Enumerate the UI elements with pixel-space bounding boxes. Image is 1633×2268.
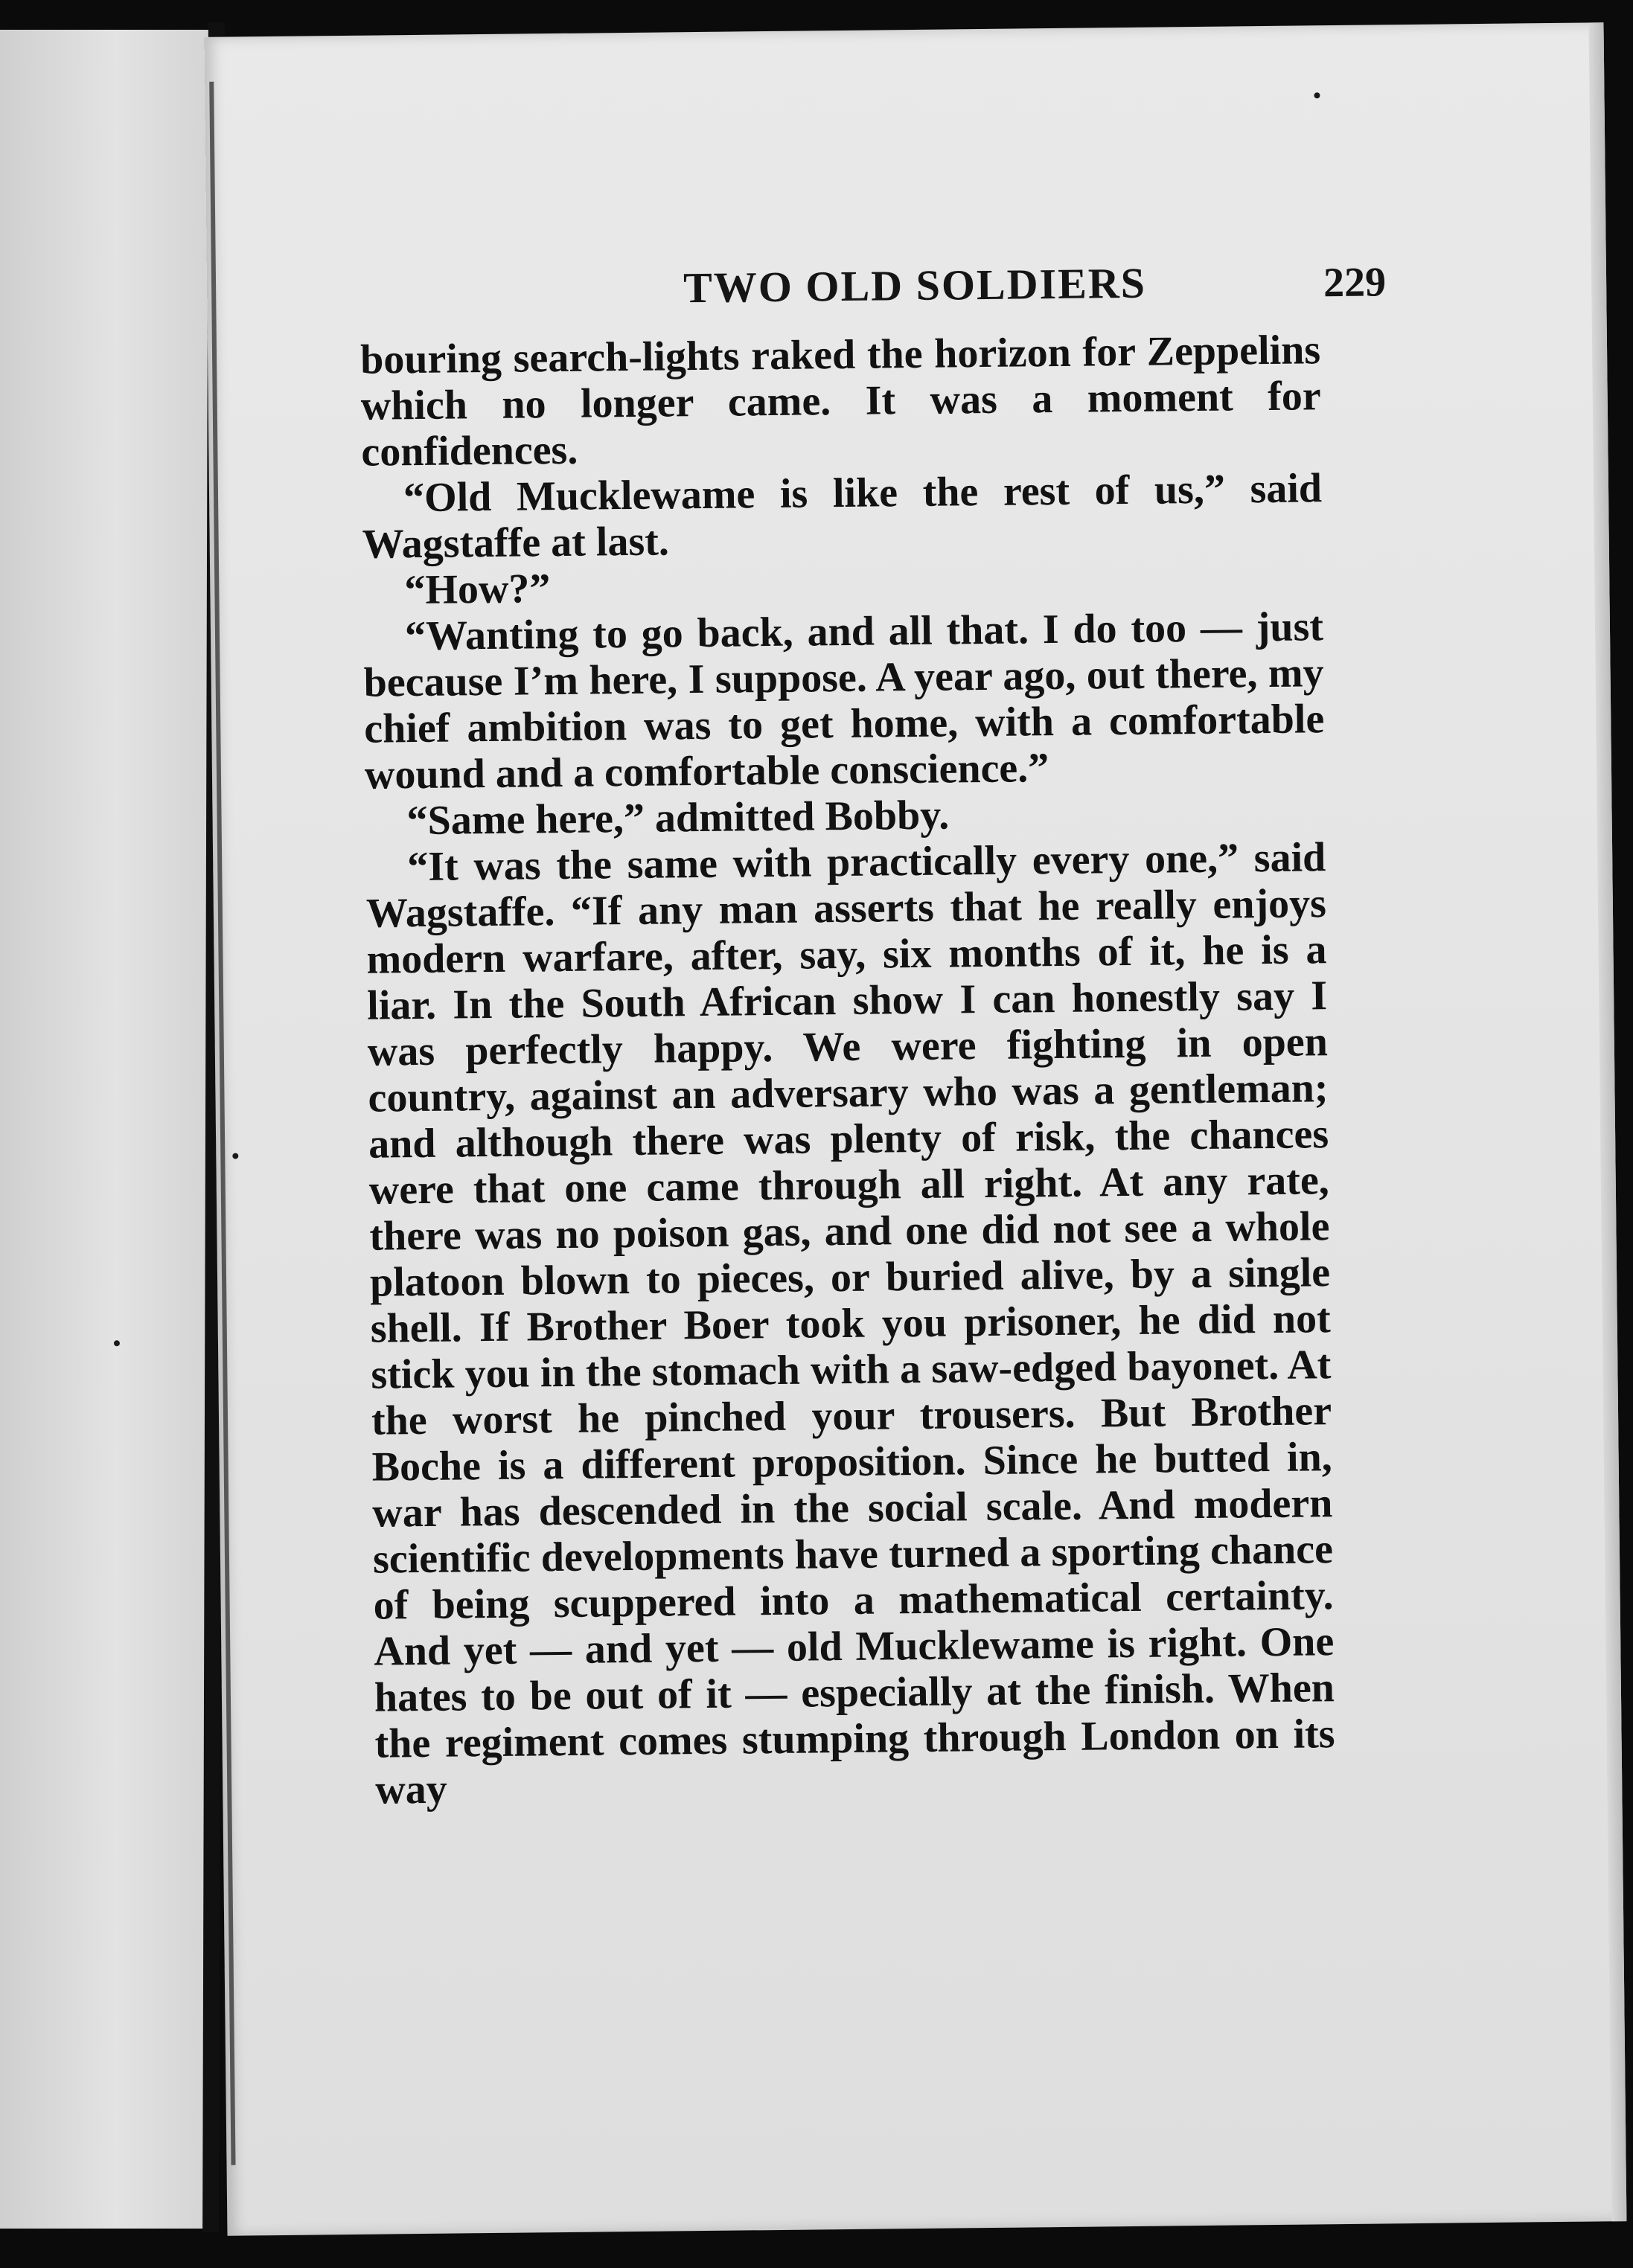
scan-speck bbox=[114, 1340, 120, 1346]
paragraph-1: bouring search-lights raked the horizon for Zeppelins which no longer came. It was a moment for confidences. bbox=[359, 327, 1322, 475]
page-right-edge bbox=[1588, 22, 1626, 2221]
scan-speck bbox=[1314, 92, 1320, 98]
paragraph-6: “It was the same with practically every one,” said Wagstaffe. “If any man asserts that he really enjoys modern warfare, after, say, six months of it, he is a liar. In the South African show I can honestly say I was perfectly happy. We were fighting in open country, against an adversary who was a gentleman; and although there was plenty of risk, the chances were that one came through all right. At any rate, there was no poison gas, and one did not see a whole platoon blown to pieces, or buried alive, by a single shell. If Brother Boer took you prisoner, he did not stick you in the stomach with a saw-edged bayonet. At the worst he pinched your trousers. But Brother Boche is a different proposition. Since he butted in, war has descended in the social scale. And modern scientific developments have turned a sporting chance of being scuppered into a mathematical certainty. And yet — and yet — old Mucklewame is right. One hates to be out of it — especially at the finish. When the regiment comes stumping through London on its way bbox=[365, 834, 1335, 1813]
page-number: 229 bbox=[1323, 259, 1387, 307]
paragraph-3: “How?” bbox=[404, 566, 551, 614]
running-title: TWO OLD SOLDIERS bbox=[683, 258, 1147, 313]
scan-speck bbox=[232, 1153, 238, 1159]
facing-page-edge bbox=[0, 30, 210, 2229]
body-text bbox=[360, 327, 1336, 1813]
book-page bbox=[205, 22, 1627, 2236]
paragraph-5: “Same here,” admitted Bobby. bbox=[406, 792, 950, 845]
paragraph-4: “Wanting to go back, and all that. I do too — just because I’m here, I suppose. A year ago, out there, my chief ambition was to get home, with a comfortable wound and a comfortable conscience.” bbox=[363, 603, 1325, 798]
running-head bbox=[207, 253, 1607, 335]
paragraph-2: “Old Mucklewame is like the rest of us,” said Wagstaffe at last. bbox=[362, 465, 1323, 568]
